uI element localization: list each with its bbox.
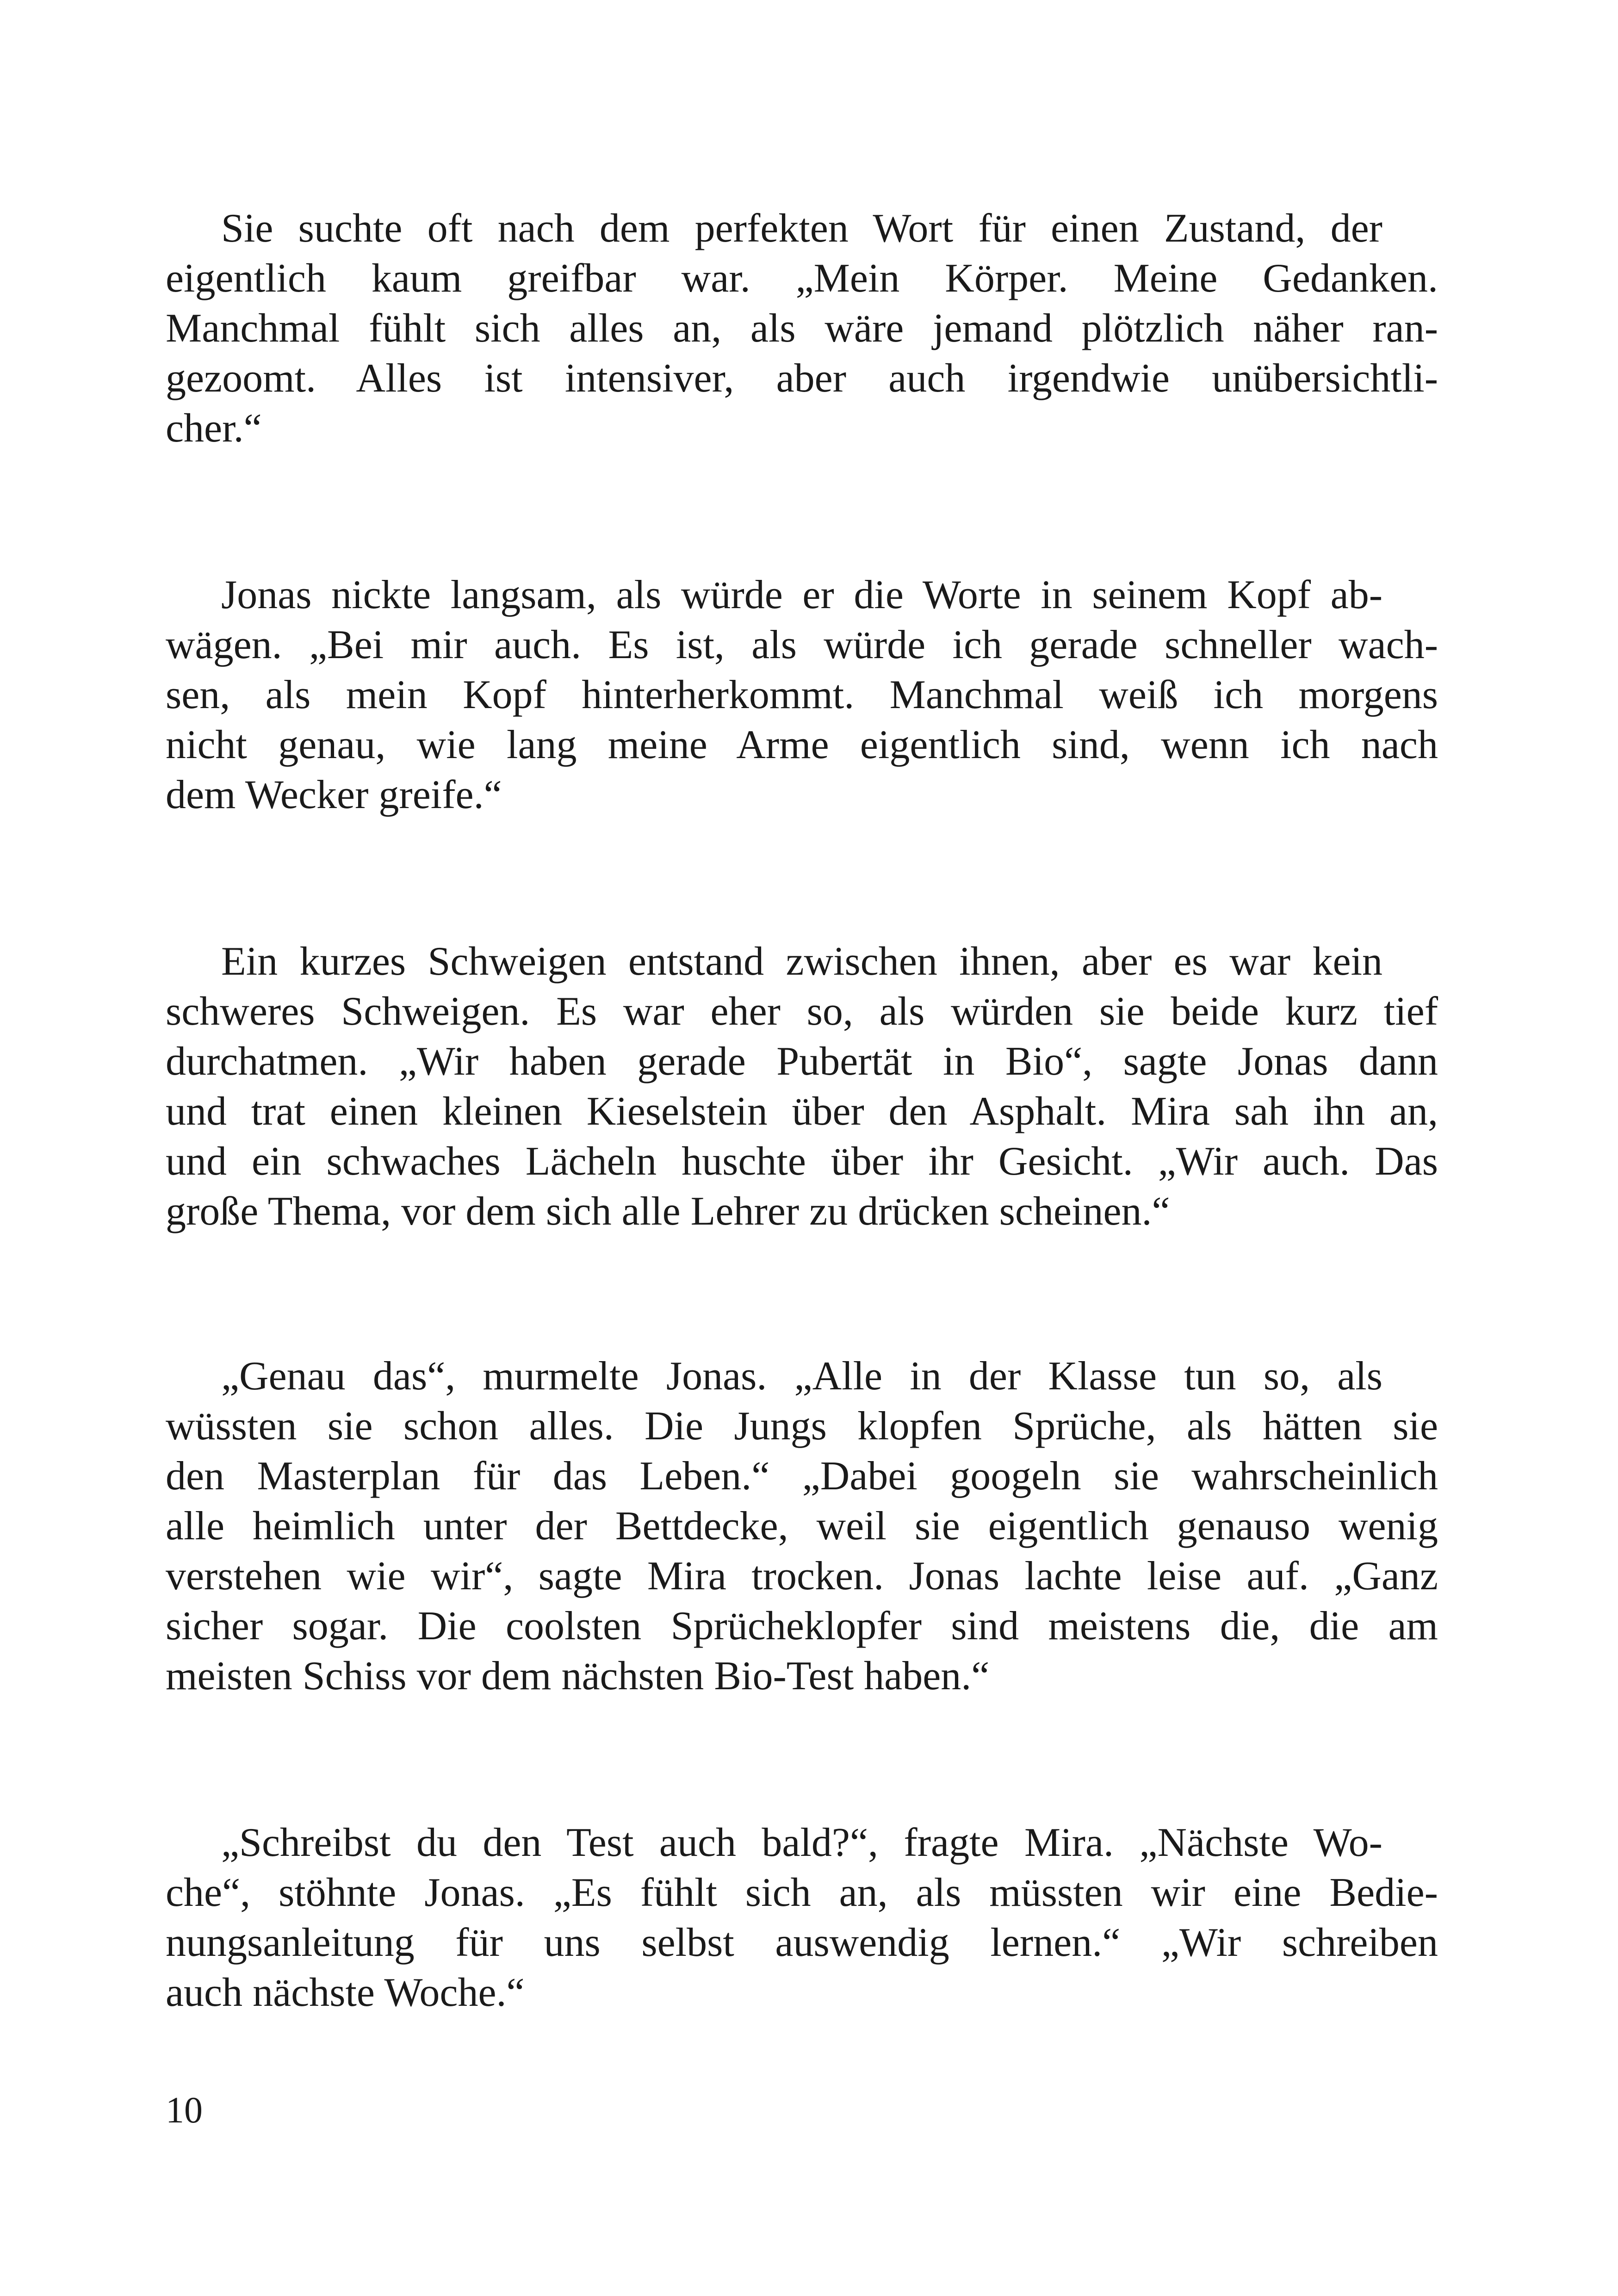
text-line: wägen. „Bei mir auch. Es ist, als würde ich gerade schneller wach- xyxy=(166,622,1438,667)
text-line: durchatmen. „Wir haben gerade Pubertät in Bio“, sagte Jonas dann xyxy=(166,1039,1438,1084)
paragraph-5 xyxy=(166,1818,1438,2018)
text-line: große Thema, vor dem sich alle Lehrer zu drücken scheinen.“ xyxy=(166,1189,1170,1234)
text-line: den Masterplan für das Leben.“ „Dabei googeln sie wahrscheinlich xyxy=(166,1454,1438,1499)
page-number: 10 xyxy=(166,2090,203,2131)
paragraph-4 xyxy=(166,1351,1438,1701)
text-line: dem Wecker greife.“ xyxy=(166,772,502,817)
text-line: schweres Schweigen. Es war eher so, als würden sie beide kurz tief xyxy=(166,989,1438,1034)
text-line: auch nächste Woche.“ xyxy=(166,1970,525,2015)
text-line: Sie suchte oft nach dem perfekten Wort für einen Zustand, der xyxy=(221,206,1382,251)
text-line: sen, als mein Kopf hinterherkommt. Manchmal weiß ich morgens xyxy=(166,672,1438,717)
text-line: verstehen wie wir“, sagte Mira trocken. Jonas lachte leise auf. „Ganz xyxy=(166,1554,1438,1599)
text-line: alle heimlich unter der Bettdecke, weil sie eigentlich genauso wenig xyxy=(166,1504,1438,1549)
paragraph-2 xyxy=(166,570,1438,820)
text-line: cher.“ xyxy=(166,406,262,451)
paragraph-1 xyxy=(166,204,1438,454)
text-line: und trat einen kleinen Kieselstein über den Asphalt. Mira sah ihn an, xyxy=(166,1089,1438,1134)
text-line: nungsanleitung für uns selbst auswendig lernen.“ „Wir schreiben xyxy=(166,1920,1438,1965)
text-line: Jonas nickte langsam, als würde er die Worte in seinem Kopf ab- xyxy=(221,572,1382,617)
text-line: Ein kurzes Schweigen entstand zwischen ihnen, aber es war kein xyxy=(221,939,1382,984)
text-line: und ein schwaches Lächeln huschte über ihr Gesicht. „Wir auch. Das xyxy=(166,1139,1438,1184)
text-line: gezoomt. Alles ist intensiver, aber auch irgendwie unübersichtli- xyxy=(166,356,1438,401)
text-line: „Genau das“, murmelte Jonas. „Alle in der Klasse tun so, als xyxy=(221,1354,1382,1399)
text-line: wüssten sie schon alles. Die Jungs klopfen Sprüche, als hätten sie xyxy=(166,1404,1438,1449)
text-line: eigentlich kaum greifbar war. „Mein Körper. Meine Gedanken. xyxy=(166,256,1438,301)
text-line: meisten Schiss vor dem nächsten Bio-Test haben.“ xyxy=(166,1654,990,1699)
text-line: che“, stöhnte Jonas. „Es fühlt sich an, als müssten wir eine Bedie- xyxy=(166,1870,1438,1915)
text-line: Manchmal fühlt sich alles an, als wäre jemand plötzlich näher ran- xyxy=(166,306,1438,351)
text-line: nicht genau, wie lang meine Arme eigentlich sind, wenn ich nach xyxy=(166,722,1438,767)
text-line: „Schreibst du den Test auch bald?“, fragte Mira. „Nächste Wo- xyxy=(221,1820,1382,1865)
paragraph-3 xyxy=(166,937,1438,1237)
text-line: sicher sogar. Die coolsten Sprücheklopfer sind meistens die, die am xyxy=(166,1604,1438,1649)
